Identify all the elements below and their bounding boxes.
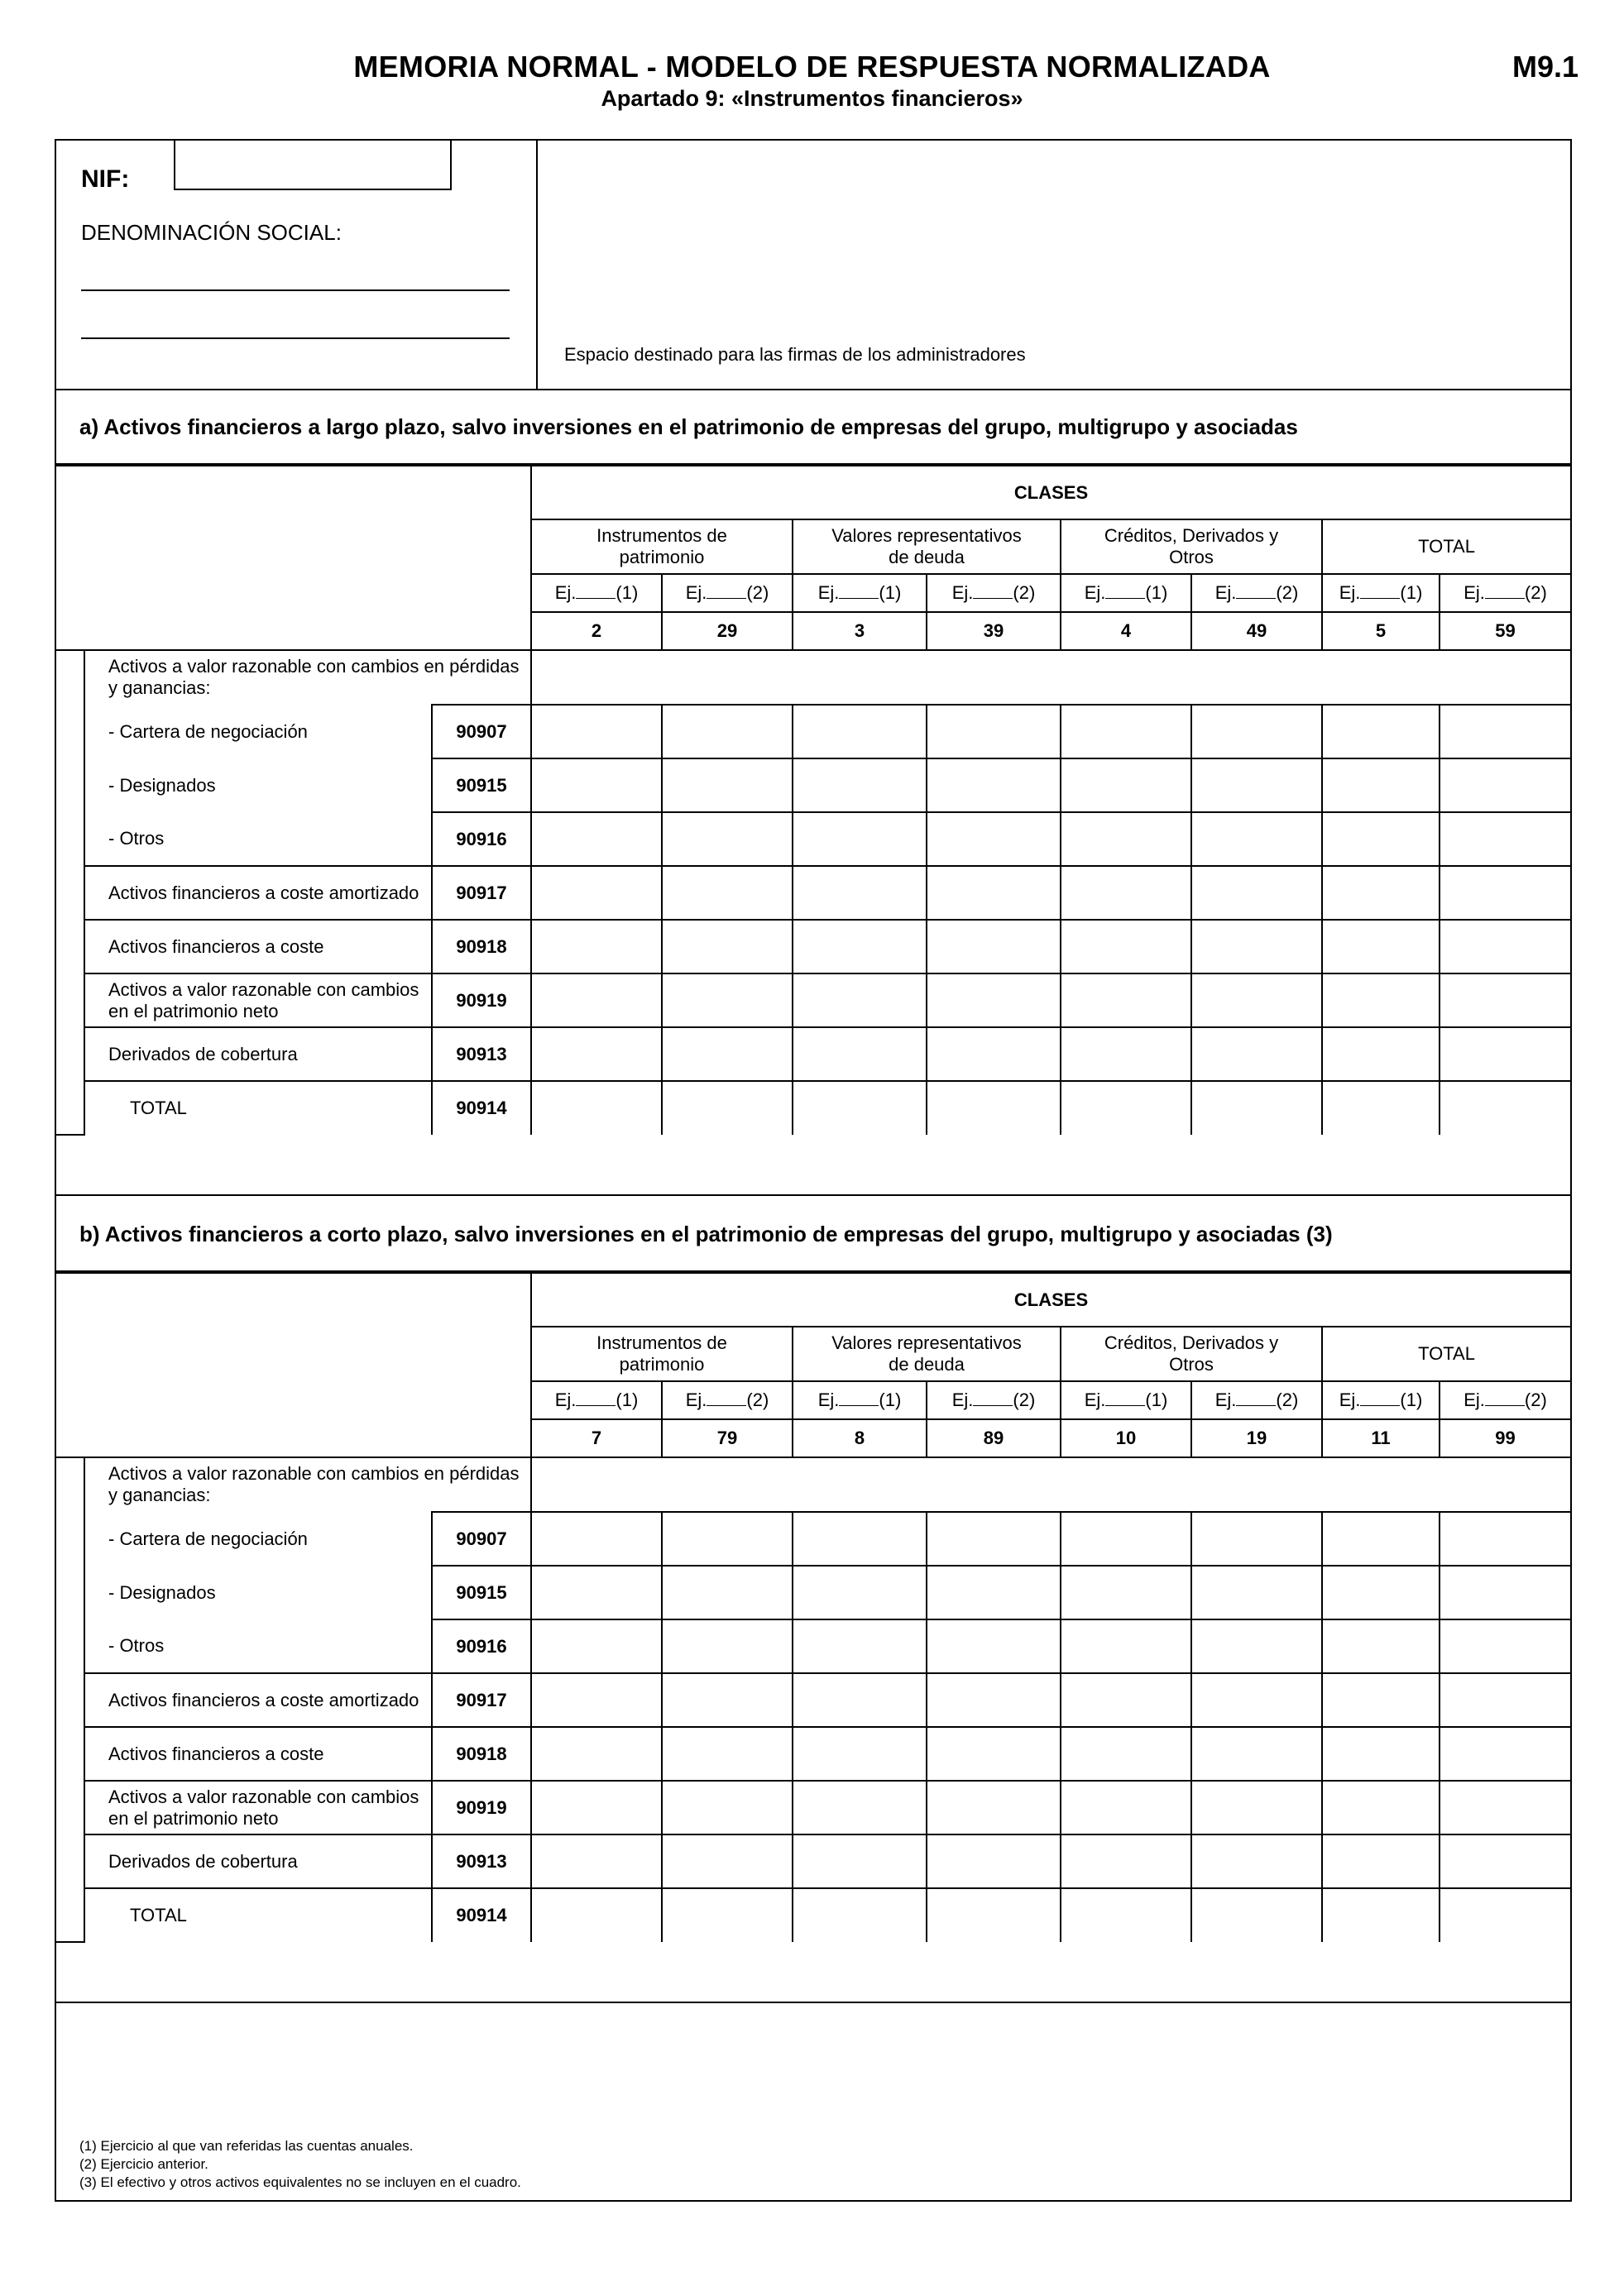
section-a-class-total-label: TOTAL bbox=[1418, 536, 1475, 557]
section-a-ejercicio-year-field[interactable] bbox=[576, 585, 616, 599]
section-a-title: a) Activos financieros a largo plazo, salvo inversiones en el patrimonio de empresas del grupo, multigrupo y asociadas bbox=[56, 389, 1570, 465]
section-a-column-code: 3 bbox=[793, 612, 927, 650]
section-b-class-total bbox=[1322, 1327, 1570, 1381]
footnote-3: (3) El efectivo y otros activos equivalentes no se incluyen en el cuadro. bbox=[79, 2174, 521, 2190]
section-b-value-cell[interactable] bbox=[662, 1512, 793, 1566]
section-a-column-code: 39 bbox=[927, 612, 1061, 650]
section-b-value-cell[interactable] bbox=[1322, 1727, 1440, 1781]
section-a-value-cell[interactable] bbox=[1191, 1081, 1322, 1135]
company-identification bbox=[56, 141, 538, 389]
section-a-column-code: 49 bbox=[1191, 612, 1322, 650]
section-a-value-cell[interactable] bbox=[1440, 758, 1570, 812]
section-b-value-cell[interactable] bbox=[1191, 1834, 1322, 1888]
section-a-class-valores-deuda bbox=[793, 519, 1061, 574]
section-b-table bbox=[56, 1272, 1570, 1943]
section-b-value-cell[interactable] bbox=[1440, 1888, 1570, 1942]
section-b-value-cell[interactable] bbox=[1322, 1834, 1440, 1888]
section-a-ejercicio-current-1: Ej. (1) bbox=[793, 574, 927, 612]
section-a-class-creditos-derivados bbox=[1061, 519, 1322, 574]
section-b-column-code: 19 bbox=[1191, 1419, 1322, 1457]
section-b-value-cell[interactable] bbox=[927, 1834, 1061, 1888]
section-a-value-cell[interactable] bbox=[1322, 812, 1440, 866]
section-a-ejercicio-previous-3: Ej. (2) bbox=[1440, 574, 1570, 612]
section-a-value-cell[interactable] bbox=[793, 1027, 927, 1081]
section-a-row-label: - Cartera de negociación bbox=[84, 705, 432, 758]
section-b-row-code: 90914 bbox=[432, 1888, 531, 1942]
section-b-row-blank bbox=[531, 1457, 1570, 1512]
section-a-value-cell[interactable] bbox=[1322, 1027, 1440, 1081]
section-b-ejercicio-year-field[interactable] bbox=[707, 1392, 746, 1406]
section-a-value-cell[interactable] bbox=[531, 1081, 662, 1135]
section-a-value-cell[interactable] bbox=[1061, 973, 1191, 1027]
section-a-value-cell[interactable] bbox=[1191, 920, 1322, 973]
section-a-class-valores-deuda-label: Valores representativos de deuda bbox=[831, 525, 1022, 567]
section-a-value-cell[interactable] bbox=[793, 866, 927, 920]
section-a-value-cell[interactable] bbox=[1322, 705, 1440, 758]
section-a-row-code: 90907 bbox=[432, 705, 531, 758]
section-a-value-cell[interactable] bbox=[1191, 758, 1322, 812]
section-a-ejercicio-year-field[interactable] bbox=[1105, 585, 1145, 599]
section-b-value-cell[interactable] bbox=[662, 1566, 793, 1619]
section-b-value-cell[interactable] bbox=[793, 1512, 927, 1566]
section-b-value-cell[interactable] bbox=[531, 1781, 662, 1834]
section-a-row-code: 90915 bbox=[432, 758, 531, 812]
section-a-row-code: 90914 bbox=[432, 1081, 531, 1135]
section-b-row-code: 90913 bbox=[432, 1834, 531, 1888]
section-a-class-creditos-derivados-label: Créditos, Derivados y Otros bbox=[1104, 525, 1279, 567]
section-b-clases-header: CLASES bbox=[531, 1273, 1570, 1327]
section-b-value-cell[interactable] bbox=[1191, 1727, 1322, 1781]
section-b-value-cell[interactable] bbox=[531, 1888, 662, 1942]
section-b-row-label: - Cartera de negociación bbox=[84, 1512, 432, 1566]
section-b-column-code: 7 bbox=[531, 1419, 662, 1457]
section-a-row-label: Activos financieros a coste amortizado bbox=[84, 866, 432, 920]
section-a-value-cell[interactable] bbox=[662, 1027, 793, 1081]
form-frame bbox=[55, 139, 1572, 2202]
section-b-value-cell[interactable] bbox=[662, 1781, 793, 1834]
section-a-value-cell[interactable] bbox=[1061, 1027, 1191, 1081]
section-b-value-cell[interactable] bbox=[793, 1834, 927, 1888]
section-a-value-cell[interactable] bbox=[1440, 866, 1570, 920]
section-b-row-label: Activos financieros a coste amortizado bbox=[84, 1673, 432, 1727]
section-a-ejercicio-year-field[interactable] bbox=[1236, 585, 1276, 599]
section-a-ejercicio-previous-1: Ej. (2) bbox=[927, 574, 1061, 612]
section-b-value-cell[interactable] bbox=[1440, 1619, 1570, 1673]
section-b-value-cell[interactable] bbox=[793, 1566, 927, 1619]
section-b-value-cell[interactable] bbox=[531, 1619, 662, 1673]
section-b-ejercicio-previous-2: Ej. (2) bbox=[1191, 1381, 1322, 1419]
section-a-value-cell[interactable] bbox=[531, 866, 662, 920]
section-b-column-code: 11 bbox=[1322, 1419, 1440, 1457]
section-a-row-label: Activos a valor razonable con cambios en el patrimonio neto bbox=[84, 973, 432, 1027]
section-a-value-cell[interactable] bbox=[793, 812, 927, 866]
section-b-value-cell[interactable] bbox=[1191, 1619, 1322, 1673]
section-b-value-cell[interactable] bbox=[1061, 1888, 1191, 1942]
section-b-value-cell[interactable] bbox=[1061, 1781, 1191, 1834]
section-a-value-cell[interactable] bbox=[662, 920, 793, 973]
section-b-value-cell[interactable] bbox=[662, 1888, 793, 1942]
section-b-value-cell[interactable] bbox=[1191, 1888, 1322, 1942]
section-a-row-code: 90913 bbox=[432, 1027, 531, 1081]
section-b-row-label: - Designados bbox=[84, 1566, 432, 1619]
section-a-table bbox=[56, 465, 1570, 1136]
section-b-class-valores-deuda bbox=[793, 1327, 1061, 1381]
section-a-value-cell[interactable] bbox=[793, 973, 927, 1027]
section-a-spacer bbox=[56, 1141, 1570, 1196]
section-b-ejercicio-year-field[interactable] bbox=[1236, 1392, 1276, 1406]
section-a-value-cell[interactable] bbox=[1061, 812, 1191, 866]
section-b-corner-blank bbox=[56, 1273, 531, 1457]
section-a-row-label: Activos a valor razonable con cambios en pérdidas y ganancias: bbox=[84, 650, 531, 705]
section-a-value-cell[interactable] bbox=[662, 1081, 793, 1135]
section-a-class-instrumentos-patrimonio-label: Instrumentos de patrimonio bbox=[596, 525, 727, 567]
section-b-column-code: 8 bbox=[793, 1419, 927, 1457]
section-b-value-cell[interactable] bbox=[1322, 1888, 1440, 1942]
section-b-value-cell[interactable] bbox=[927, 1673, 1061, 1727]
section-a-value-cell[interactable] bbox=[1191, 812, 1322, 866]
section-b-row-label: Activos financieros a coste bbox=[84, 1727, 432, 1781]
section-a-ejercicio-year-field[interactable] bbox=[839, 585, 879, 599]
section-b-value-cell[interactable] bbox=[1061, 1566, 1191, 1619]
section-a-class-total bbox=[1322, 519, 1570, 574]
section-b-class-creditos-derivados-label: Créditos, Derivados y Otros bbox=[1104, 1332, 1279, 1375]
section-b-class-instrumentos-patrimonio bbox=[531, 1327, 793, 1381]
section-b-column-code: 10 bbox=[1061, 1419, 1191, 1457]
section-a-value-cell[interactable] bbox=[1191, 705, 1322, 758]
section-a-value-cell[interactable] bbox=[1191, 973, 1322, 1027]
section-a-value-cell[interactable] bbox=[1322, 920, 1440, 973]
section-a-column-code: 5 bbox=[1322, 612, 1440, 650]
section-b-value-cell[interactable] bbox=[1440, 1781, 1570, 1834]
section-b-value-cell[interactable] bbox=[927, 1781, 1061, 1834]
section-b-value-cell[interactable] bbox=[1440, 1512, 1570, 1566]
section-b-column-code: 89 bbox=[927, 1419, 1061, 1457]
section-b-value-cell[interactable] bbox=[1191, 1566, 1322, 1619]
section-a-value-cell[interactable] bbox=[531, 812, 662, 866]
denomination-line-1[interactable] bbox=[81, 289, 510, 291]
section-b-value-cell[interactable] bbox=[1440, 1727, 1570, 1781]
section-b-value-cell[interactable] bbox=[1322, 1619, 1440, 1673]
section-a-value-cell[interactable] bbox=[1322, 866, 1440, 920]
section-a-ejercicio-current-2: Ej. (1) bbox=[1061, 574, 1191, 612]
section-b-ejercicio-year-field[interactable] bbox=[1360, 1392, 1400, 1406]
section-a-row-label: TOTAL bbox=[84, 1081, 432, 1135]
section-b-value-cell[interactable] bbox=[1322, 1566, 1440, 1619]
section-a-value-cell[interactable] bbox=[1440, 705, 1570, 758]
section-a-clases-header: CLASES bbox=[531, 466, 1570, 519]
section-a-class-instrumentos-patrimonio bbox=[531, 519, 793, 574]
form-header-subtitle: Apartado 9: «Instrumentos financieros» bbox=[601, 86, 1023, 111]
section-b-row-label: - Otros bbox=[84, 1619, 432, 1673]
section-a-value-cell[interactable] bbox=[927, 705, 1061, 758]
section-b-value-cell[interactable] bbox=[1440, 1673, 1570, 1727]
section-a-column-code: 2 bbox=[531, 612, 662, 650]
section-a-value-cell[interactable] bbox=[927, 973, 1061, 1027]
section-b-column-code: 79 bbox=[662, 1419, 793, 1457]
section-b-class-total-label: TOTAL bbox=[1418, 1343, 1475, 1364]
section-b-value-cell[interactable] bbox=[531, 1727, 662, 1781]
section-a-row-label: - Otros bbox=[84, 812, 432, 866]
section-a-value-cell[interactable] bbox=[531, 705, 662, 758]
section-b-ejercicio-year-field[interactable] bbox=[839, 1392, 879, 1406]
section-b-row-code: 90915 bbox=[432, 1566, 531, 1619]
section-b-value-cell[interactable] bbox=[1191, 1512, 1322, 1566]
section-b-title: b) Activos financieros a corto plazo, salvo inversiones en el patrimonio de empresas del grupo, multigrupo y asociadas (3) bbox=[56, 1196, 1570, 1272]
section-b-value-cell[interactable] bbox=[531, 1566, 662, 1619]
section-b-value-cell[interactable] bbox=[531, 1673, 662, 1727]
section-a-value-cell[interactable] bbox=[927, 1081, 1061, 1135]
section-a-value-cell[interactable] bbox=[531, 920, 662, 973]
section-b-value-cell[interactable] bbox=[793, 1781, 927, 1834]
section-b-spacer bbox=[56, 1948, 1570, 2003]
section-a-value-cell[interactable] bbox=[531, 973, 662, 1027]
section-b-ejercicio-year-field[interactable] bbox=[576, 1392, 616, 1406]
section-a-categorias-label bbox=[56, 650, 84, 1135]
nif-label: NIF: bbox=[81, 165, 130, 193]
section-b-class-instrumentos-patrimonio-label: Instrumentos de patrimonio bbox=[596, 1332, 727, 1375]
section-b-value-cell[interactable] bbox=[793, 1673, 927, 1727]
section-b-ejercicio-previous-3: Ej. (2) bbox=[1440, 1381, 1570, 1419]
section-a-ejercicio-current-0: Ej. (1) bbox=[531, 574, 662, 612]
section-b-row-code: 90917 bbox=[432, 1673, 531, 1727]
section-b-ejercicio-year-field[interactable] bbox=[1485, 1392, 1525, 1406]
form-header-title: MEMORIA NORMAL - MODELO DE RESPUESTA NORMALIZADA bbox=[353, 50, 1271, 84]
section-b-value-cell[interactable] bbox=[927, 1619, 1061, 1673]
section-b-ejercicio-year-field[interactable] bbox=[973, 1392, 1013, 1406]
section-b-class-valores-deuda-label: Valores representativos de deuda bbox=[831, 1332, 1022, 1375]
section-a-value-cell[interactable] bbox=[927, 758, 1061, 812]
section-b-value-cell[interactable] bbox=[1061, 1727, 1191, 1781]
section-b-value-cell[interactable] bbox=[662, 1673, 793, 1727]
section-a-value-cell[interactable] bbox=[662, 866, 793, 920]
section-b-value-cell[interactable] bbox=[1061, 1619, 1191, 1673]
section-a-value-cell[interactable] bbox=[662, 812, 793, 866]
section-a-row-code: 90918 bbox=[432, 920, 531, 973]
section-a-value-cell[interactable] bbox=[662, 705, 793, 758]
section-b-ejercicio-current-3: Ej. (1) bbox=[1322, 1381, 1440, 1419]
section-a-value-cell[interactable] bbox=[1440, 920, 1570, 973]
section-b-value-cell[interactable] bbox=[1440, 1834, 1570, 1888]
section-a-value-cell[interactable] bbox=[1440, 812, 1570, 866]
section-b-row-label: Derivados de cobertura bbox=[84, 1834, 432, 1888]
section-a-row-code: 90916 bbox=[432, 812, 531, 866]
section-b-categorias-label bbox=[56, 1457, 84, 1942]
footnote-2: (2) Ejercicio anterior. bbox=[79, 2156, 208, 2172]
section-b-row-label: Activos a valor razonable con cambios en pérdidas y ganancias: bbox=[84, 1457, 531, 1512]
section-a-ejercicio-year-field[interactable] bbox=[973, 585, 1013, 599]
section-a-value-cell[interactable] bbox=[1191, 866, 1322, 920]
section-a-ejercicio-previous-0: Ej. (2) bbox=[662, 574, 793, 612]
section-a-value-cell[interactable] bbox=[793, 758, 927, 812]
section-a-value-cell[interactable] bbox=[662, 973, 793, 1027]
section-b-row-code: 90919 bbox=[432, 1781, 531, 1834]
section-b-value-cell[interactable] bbox=[662, 1834, 793, 1888]
denomination-line-2[interactable] bbox=[81, 337, 510, 339]
section-a-row-code: 90919 bbox=[432, 973, 531, 1027]
signature-space-label: Espacio destinado para las firmas de los administradores bbox=[564, 344, 1026, 365]
section-a-row-label: - Designados bbox=[84, 758, 432, 812]
section-a-column-code: 59 bbox=[1440, 612, 1570, 650]
section-b-value-cell[interactable] bbox=[1440, 1566, 1570, 1619]
section-a-value-cell[interactable] bbox=[1061, 866, 1191, 920]
section-b-value-cell[interactable] bbox=[793, 1619, 927, 1673]
section-a-ejercicio-year-field[interactable] bbox=[1485, 585, 1525, 599]
section-a-value-cell[interactable] bbox=[927, 1027, 1061, 1081]
section-b-value-cell[interactable] bbox=[1322, 1781, 1440, 1834]
section-b-ejercicio-current-0: Ej. (1) bbox=[531, 1381, 662, 1419]
section-b-value-cell[interactable] bbox=[1061, 1673, 1191, 1727]
section-b-row-code: 90916 bbox=[432, 1619, 531, 1673]
section-a-value-cell[interactable] bbox=[531, 1027, 662, 1081]
section-b-value-cell[interactable] bbox=[1061, 1512, 1191, 1566]
section-a-corner-blank bbox=[56, 466, 531, 650]
section-a-value-cell[interactable] bbox=[793, 920, 927, 973]
nif-field[interactable] bbox=[174, 141, 452, 190]
section-b-value-cell[interactable] bbox=[531, 1834, 662, 1888]
section-a-value-cell[interactable] bbox=[1440, 1081, 1570, 1135]
section-a-column-code: 29 bbox=[662, 612, 793, 650]
section-b-ejercicio-year-field[interactable] bbox=[1105, 1392, 1145, 1406]
section-b-value-cell[interactable] bbox=[1191, 1673, 1322, 1727]
section-a-value-cell[interactable] bbox=[927, 866, 1061, 920]
section-b-value-cell[interactable] bbox=[1191, 1781, 1322, 1834]
section-a-value-cell[interactable] bbox=[927, 812, 1061, 866]
footnote-1: (1) Ejercicio al que van referidas las cuentas anuales. bbox=[79, 2138, 414, 2154]
section-a-value-cell[interactable] bbox=[1061, 758, 1191, 812]
section-b-row-code: 90907 bbox=[432, 1512, 531, 1566]
section-b-value-cell[interactable] bbox=[531, 1512, 662, 1566]
section-a-value-cell[interactable] bbox=[1322, 973, 1440, 1027]
section-a-ejercicio-previous-2: Ej. (2) bbox=[1191, 574, 1322, 612]
section-b-value-cell[interactable] bbox=[927, 1727, 1061, 1781]
section-a-value-cell[interactable] bbox=[927, 920, 1061, 973]
section-b-value-cell[interactable] bbox=[927, 1512, 1061, 1566]
section-a-value-cell[interactable] bbox=[1322, 758, 1440, 812]
section-a-value-cell[interactable] bbox=[1061, 920, 1191, 973]
section-a-value-cell[interactable] bbox=[793, 705, 927, 758]
section-b-ejercicio-previous-0: Ej. (2) bbox=[662, 1381, 793, 1419]
section-a-value-cell[interactable] bbox=[793, 1081, 927, 1135]
section-b-value-cell[interactable] bbox=[793, 1727, 927, 1781]
section-b-value-cell[interactable] bbox=[927, 1888, 1061, 1942]
denomination-label: DENOMINACIÓN SOCIAL: bbox=[81, 220, 342, 245]
section-a-row-label: Derivados de cobertura bbox=[84, 1027, 432, 1081]
section-b-value-cell[interactable] bbox=[1322, 1673, 1440, 1727]
section-b-row-label: TOTAL bbox=[84, 1888, 432, 1942]
section-a-value-cell[interactable] bbox=[1440, 1027, 1570, 1081]
section-b-ejercicio-current-1: Ej. (1) bbox=[793, 1381, 927, 1419]
section-b-class-creditos-derivados bbox=[1061, 1327, 1322, 1381]
section-a-value-cell[interactable] bbox=[1061, 705, 1191, 758]
section-a-ejercicio-year-field[interactable] bbox=[1360, 585, 1400, 599]
section-a-value-cell[interactable] bbox=[1322, 1081, 1440, 1135]
section-b-value-cell[interactable] bbox=[927, 1566, 1061, 1619]
section-a-value-cell[interactable] bbox=[1061, 1081, 1191, 1135]
section-b-column-code: 99 bbox=[1440, 1419, 1570, 1457]
section-a-value-cell[interactable] bbox=[1191, 1027, 1322, 1081]
section-a-value-cell[interactable] bbox=[662, 758, 793, 812]
identification-section bbox=[56, 141, 1570, 390]
section-b-ejercicio-previous-1: Ej. (2) bbox=[927, 1381, 1061, 1419]
section-b-value-cell[interactable] bbox=[662, 1619, 793, 1673]
form-code: M9.1 bbox=[1511, 50, 1578, 84]
section-b-value-cell[interactable] bbox=[662, 1727, 793, 1781]
section-a-value-cell[interactable] bbox=[531, 758, 662, 812]
section-b-row-label: Activos a valor razonable con cambios en el patrimonio neto bbox=[84, 1781, 432, 1834]
section-b-ejercicio-current-2: Ej. (1) bbox=[1061, 1381, 1191, 1419]
section-b-value-cell[interactable] bbox=[1322, 1512, 1440, 1566]
section-a-row-blank bbox=[531, 650, 1570, 705]
section-a-row-label: Activos financieros a coste bbox=[84, 920, 432, 973]
section-b-row-code: 90918 bbox=[432, 1727, 531, 1781]
section-a-ejercicio-year-field[interactable] bbox=[707, 585, 746, 599]
section-b-value-cell[interactable] bbox=[1061, 1834, 1191, 1888]
section-a-row-code: 90917 bbox=[432, 866, 531, 920]
footnotes bbox=[79, 2137, 521, 2192]
section-b-value-cell[interactable] bbox=[793, 1888, 927, 1942]
section-a-ejercicio-current-3: Ej. (1) bbox=[1322, 574, 1440, 612]
section-a-value-cell[interactable] bbox=[1440, 973, 1570, 1027]
section-a-column-code: 4 bbox=[1061, 612, 1191, 650]
